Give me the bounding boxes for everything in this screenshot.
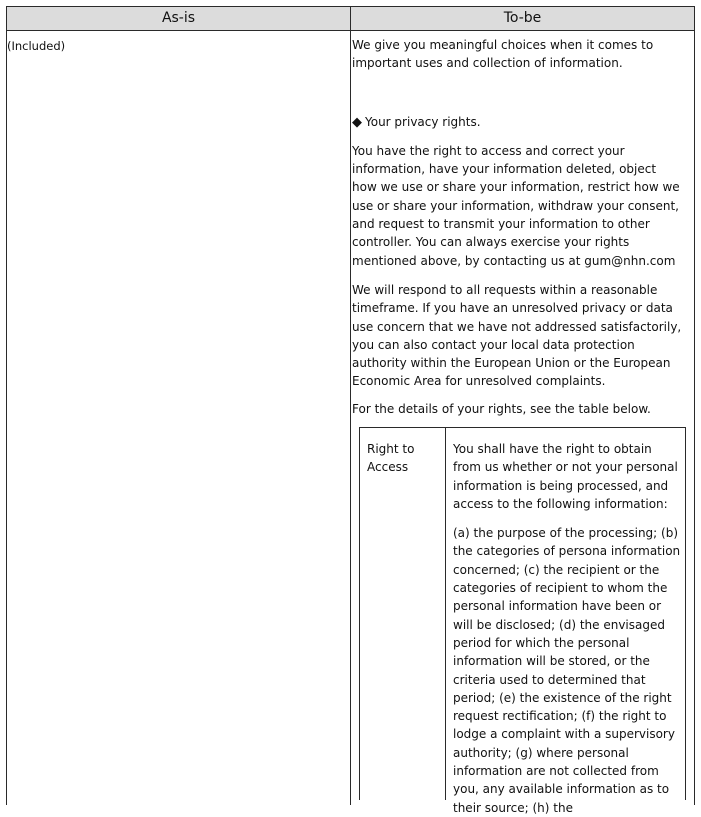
rights-row-label: Right to Access [367, 442, 415, 475]
rights-table [359, 427, 686, 815]
rights-paragraph: You have the right to access and correct your information, have your information deleted, object how we use or share your information, restrict how we use or share your information, withdraw your consent, and request to transmit your information to other controller. You can always exercise your rights mentioned above, by contacting us at gum@nhn.com [352, 143, 680, 268]
rights-table-divider [445, 428, 446, 800]
privacy-rights-heading [352, 113, 684, 132]
column-divider [350, 31, 351, 805]
details-line: For the details of your rights, see the table below. [352, 401, 651, 416]
right-to-access-intro: You shall have the right to obtain from us whether or not your personal information is being processed, and access to the following information: [453, 442, 678, 511]
to-be-header: To-be [350, 7, 694, 31]
intro-paragraph: We give you meaningful choices when it comes to important uses and collection of information. [352, 38, 654, 71]
rights-row-content [453, 440, 681, 817]
as-is-cell: (Included) [7, 39, 66, 53]
diamond-bullet-icon: ◆ [352, 114, 362, 130]
to-be-cell [352, 36, 684, 418]
as-is-header: As-is [7, 7, 350, 31]
response-paragraph: We will respond to all requests within a reasonable timeframe. If you have an unresolved privacy or data use concern that we have not addressed satisfactorily, you can also contact your local data protection authority within the European Union or the European Economic Area for unresolved complaints. [352, 282, 682, 389]
right-to-access-detail: (a) the purpose of the processing; (b) the categories of persona information concerned; (c) the recipient or the categories of recipient to whom the personal information have been or will be disclosed; (d) the envisaged period for which the personal information will be stored, or the criteria used to determined that period; (e) the existence of the right request rectification; (f) the right to lodge a complaint with a supervisory authority; (g) where personal information are not collected from you, any available information as to their source; (h) the [453, 526, 681, 815]
privacy-rights-heading-text: Your privacy rights. [365, 114, 481, 129]
